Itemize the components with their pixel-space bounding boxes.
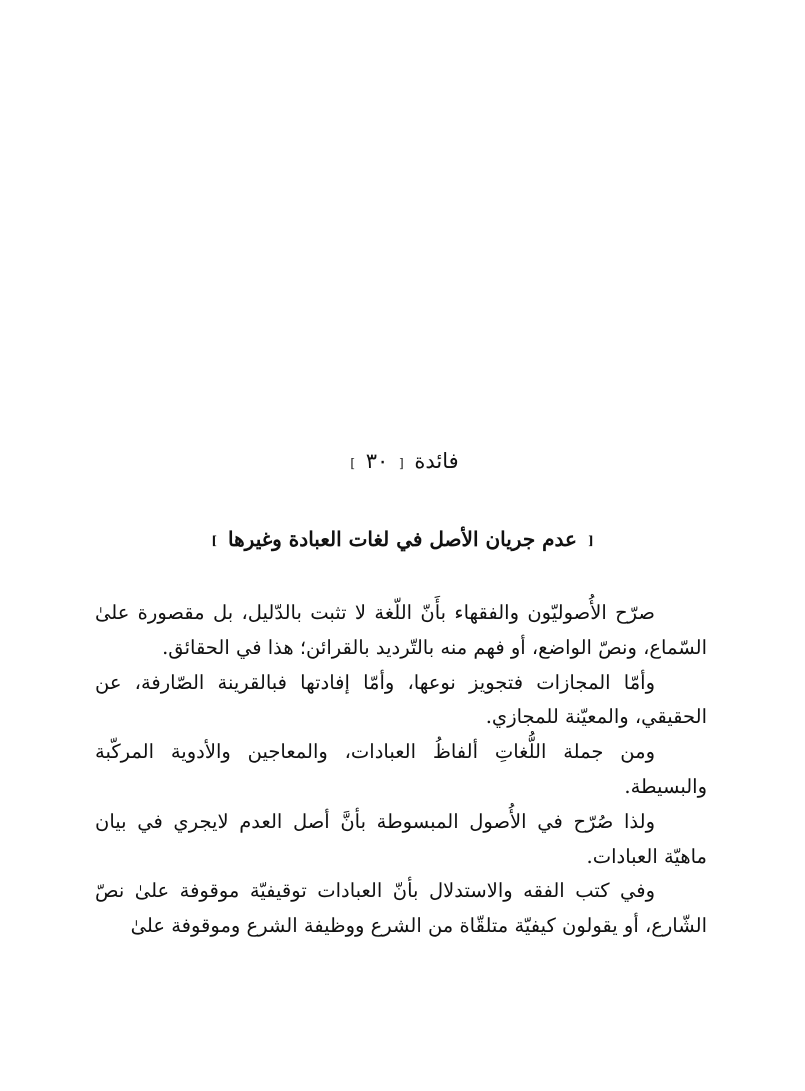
section-subtitle bbox=[0, 524, 805, 556]
paragraph: ومن جملة اللُّغاتِ ألفاظُ العبادات، والمعاجين والأدوية المركّبة والبسيطة. bbox=[95, 740, 707, 798]
paragraph: وفي كتب الفقه والاستدلال بأنّ العبادات توقيفيّة موقوفة علىٰ نصّ الشّارع، أو يقولون كيفيّة متلقّاة من الشرع ووظيفة الشرع وموقوفة علىٰ bbox=[95, 879, 707, 938]
paragraph: ولذا صُرّح في الأُصول المبسوطة بأنَّ أصل العدم لايجري في بيان ماهيّة العبادات. bbox=[95, 809, 707, 868]
body-text bbox=[95, 596, 707, 944]
paragraph: وأمّا المجازات فتجويز نوعها، وأمّا إفادتها فبالقرينة الصّارفة، عن الحقيقي، والمعيّنة للمجازي. bbox=[95, 670, 707, 729]
title-word: فائدة bbox=[414, 449, 459, 473]
section-title bbox=[0, 446, 805, 478]
subtitle-text: عدم جريان الأصل في لغات العبادة وغيرها bbox=[228, 527, 577, 551]
title-bracket-open: [ bbox=[398, 455, 404, 470]
section-number: ٣٠ bbox=[365, 449, 389, 473]
subtitle-bracket-open: [ bbox=[587, 533, 594, 548]
paragraph: صرّح الأُصوليّون والفقهاء بأَنّ اللّغة لا تثبت بالدّليل، بل مقصورة علىٰ السّماع، ونصّ الواضع، أو فهم منه بالتّرديد بالقرائن؛ هذا في الحقائق. bbox=[95, 601, 707, 659]
subtitle-bracket-close: ] bbox=[211, 533, 218, 548]
title-bracket-close: ] bbox=[350, 455, 356, 470]
